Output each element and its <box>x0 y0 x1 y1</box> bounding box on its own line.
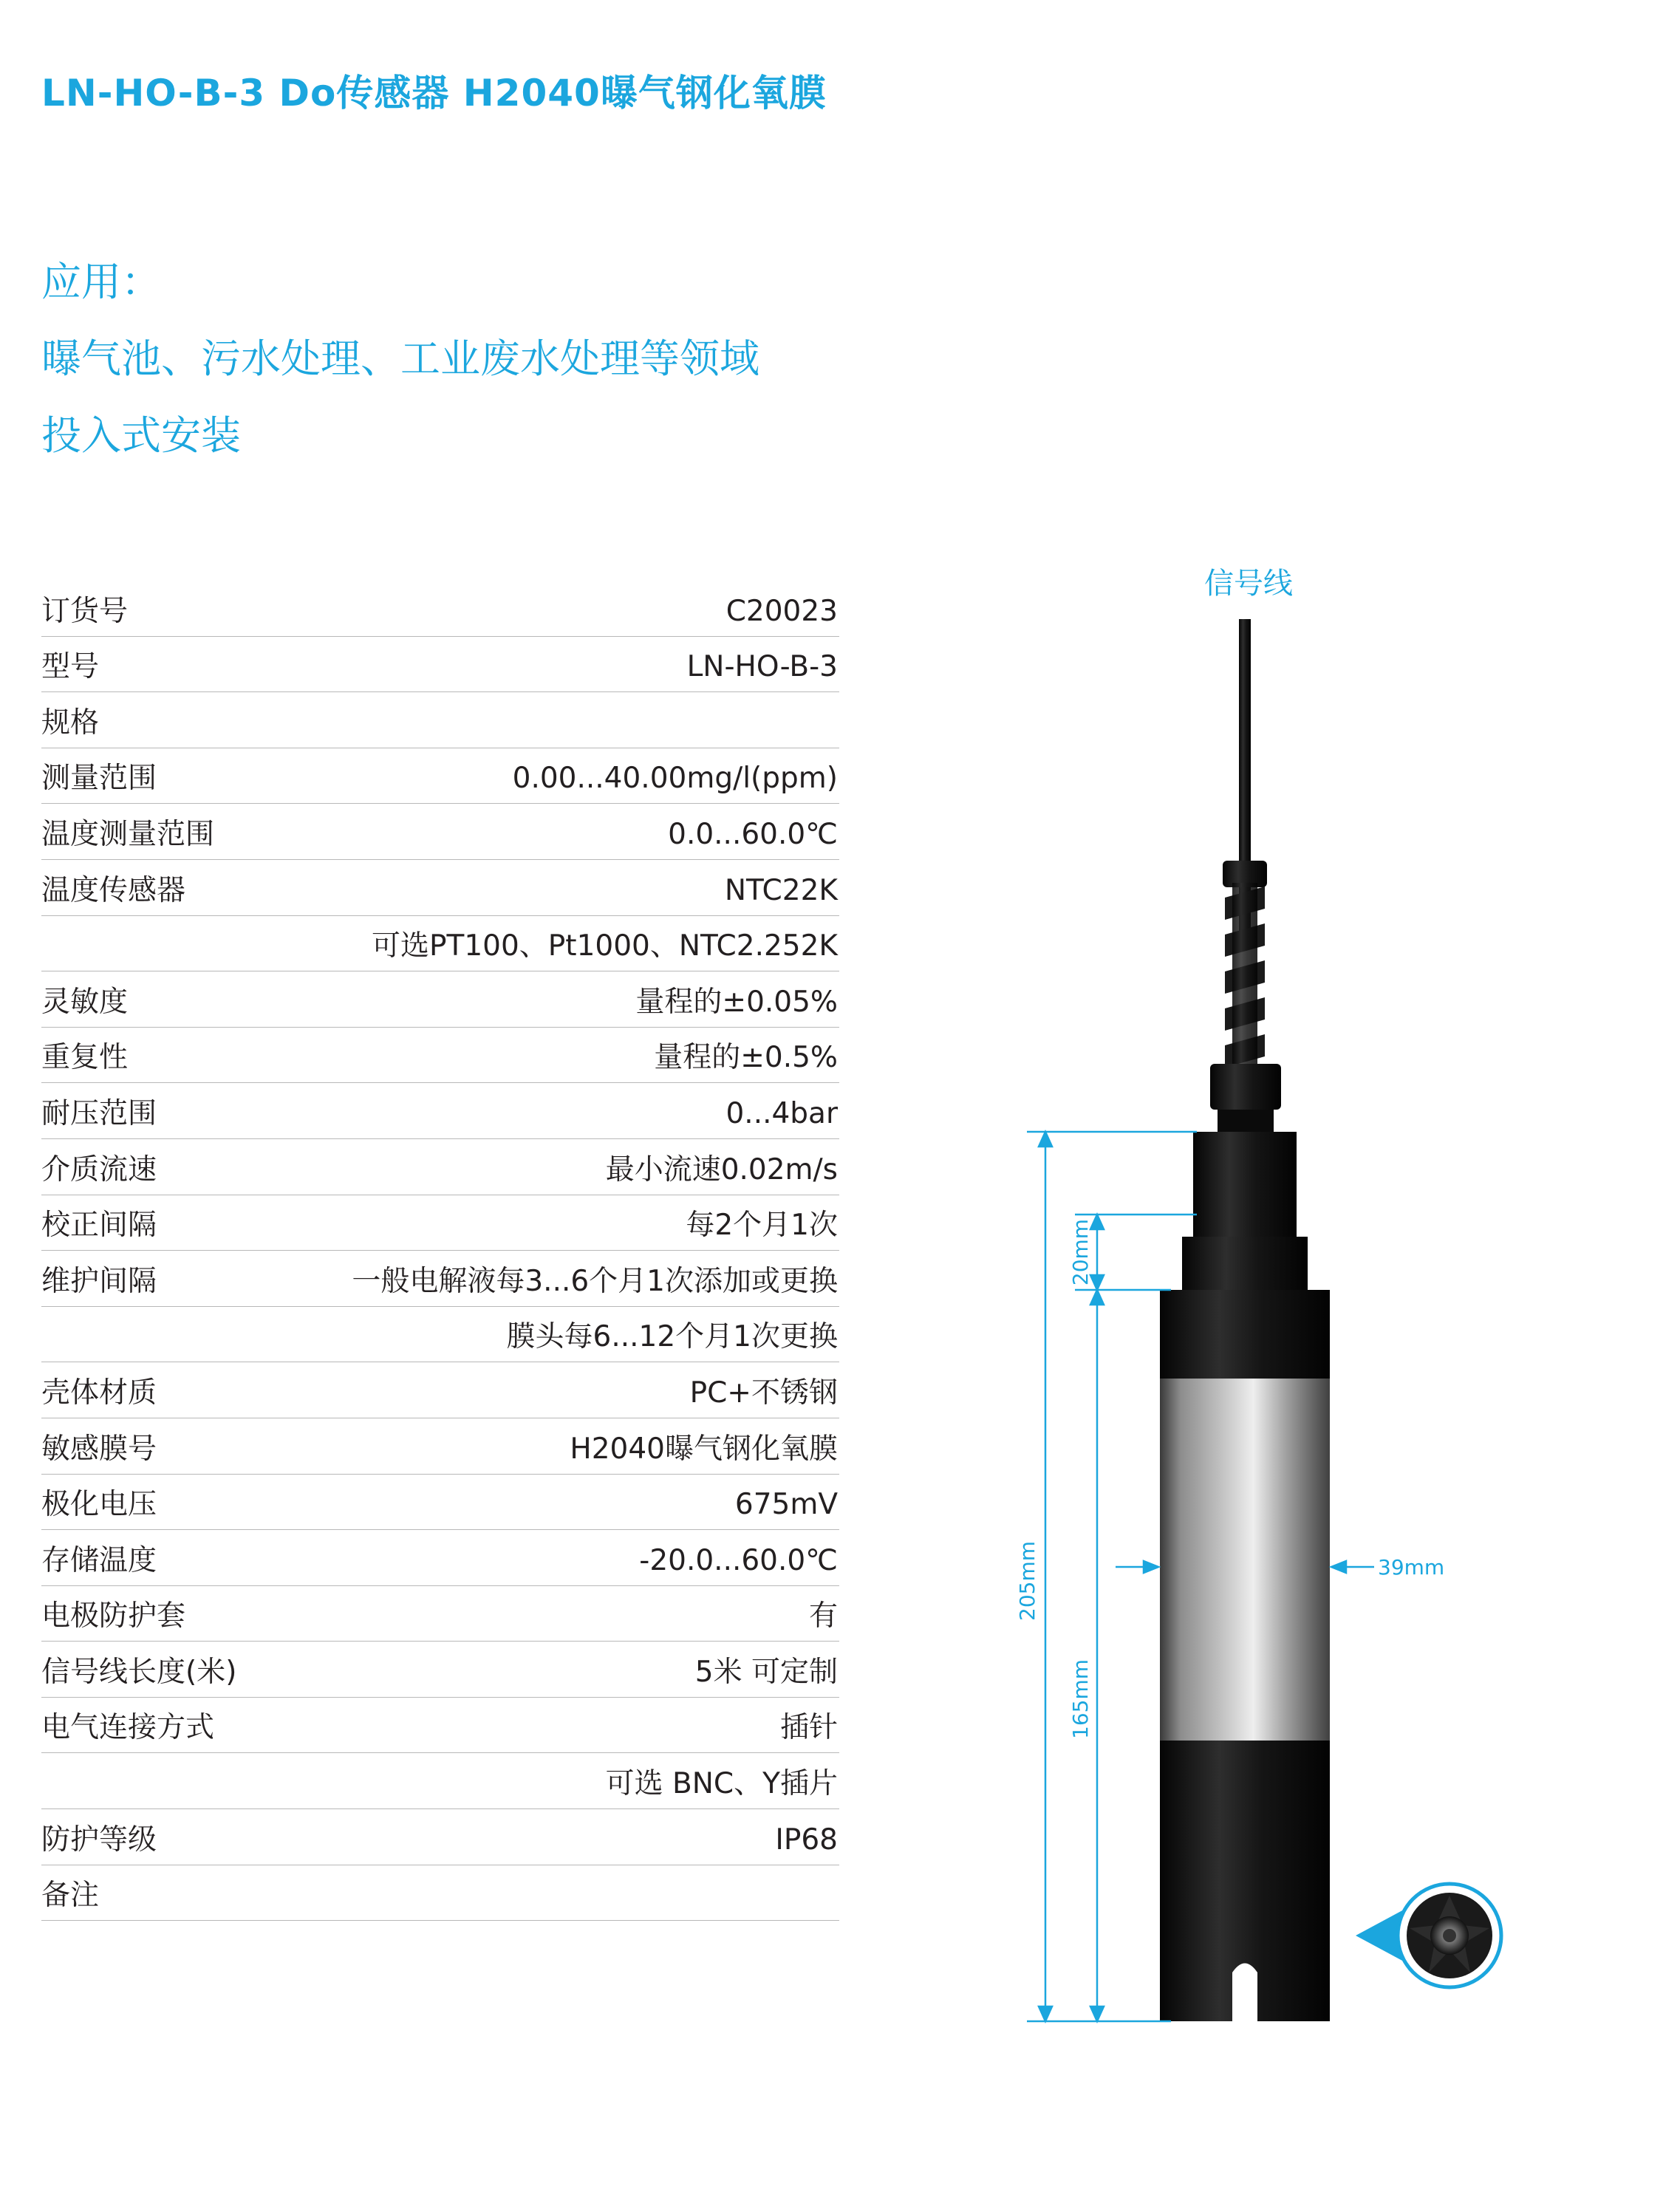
installation-type: 投入式安装 <box>41 412 241 459</box>
spec-label: 备注 <box>41 1879 100 1913</box>
spec-label: 重复性 <box>41 1041 129 1075</box>
spec-row <box>41 1530 839 1586</box>
spec-value: 0.00...40.00mg/l(ppm) <box>512 762 838 796</box>
spec-row <box>41 692 839 748</box>
spec-row <box>41 1251 839 1307</box>
spec-value: 膜头每6...12个月1次更换 <box>506 1320 838 1354</box>
dim-body-label: 165mm <box>1068 1659 1093 1739</box>
spec-label: 存储温度 <box>41 1543 157 1577</box>
spec-value: -20.0...60.0℃ <box>639 1543 838 1577</box>
spec-value: 每2个月1次 <box>686 1209 838 1243</box>
spec-row <box>41 1698 839 1754</box>
spec-row <box>41 1362 839 1418</box>
application-fields: 曝气池、污水处理、工业废水处理等领域 <box>41 335 759 382</box>
spec-value: 有 <box>808 1599 838 1633</box>
spec-label: 温度传感器 <box>41 873 186 907</box>
spec-value: 一般电解液每3...6个月1次添加或更换 <box>352 1264 838 1298</box>
signal-cable-label: 信号线 <box>1204 567 1293 601</box>
spec-label: 测量范围 <box>41 762 157 796</box>
spec-row <box>41 1418 839 1475</box>
spec-row <box>41 637 839 693</box>
spec-label: 规格 <box>41 706 100 740</box>
spec-value: LN-HO-B-3 <box>686 650 838 684</box>
spec-label: 温度测量范围 <box>41 817 215 851</box>
product-diagram <box>960 547 1551 2039</box>
spec-row <box>41 1307 839 1363</box>
spec-row <box>41 860 839 916</box>
spec-label: 电气连接方式 <box>41 1711 215 1745</box>
spec-row <box>41 1809 839 1865</box>
spec-label: 灵敏度 <box>41 985 129 1019</box>
gland-nut <box>1210 1064 1281 1132</box>
sensor-body <box>1160 1290 1330 2021</box>
spec-label: 耐压范围 <box>41 1096 157 1130</box>
spec-label: 介质流速 <box>41 1152 157 1186</box>
spec-value: C20023 <box>725 594 838 628</box>
spec-label: 防护等级 <box>41 1823 157 1857</box>
spec-label: 信号线长度(米) <box>41 1655 237 1689</box>
spec-row <box>41 1586 839 1642</box>
spec-row <box>41 1865 839 1922</box>
spec-value: 量程的±0.5% <box>654 1041 838 1075</box>
spec-value: 可选PT100、Pt1000、NTC2.252K <box>371 929 838 963</box>
spec-label: 敏感膜号 <box>41 1432 157 1466</box>
spec-value: IP68 <box>775 1823 838 1857</box>
spec-label: 电极防护套 <box>41 1599 186 1633</box>
spec-value: 插针 <box>779 1711 838 1745</box>
dim-total-label: 205mm <box>1015 1541 1039 1621</box>
spec-label: 极化电压 <box>41 1488 157 1522</box>
spec-label: 壳体材质 <box>41 1376 157 1410</box>
spec-value: 量程的±0.05% <box>635 985 838 1019</box>
spec-value: 最小流速0.02m/s <box>605 1152 838 1186</box>
dim-diameter-label: 39mm <box>1378 1555 1445 1579</box>
spec-label: 维护间隔 <box>41 1264 157 1298</box>
spec-value: 675mV <box>734 1488 838 1522</box>
spec-label: 型号 <box>41 650 100 684</box>
spec-row <box>41 1642 839 1698</box>
application-heading: 应用： <box>41 259 161 305</box>
spec-value: H2040曝气钢化氧膜 <box>570 1432 838 1466</box>
dim-thread-label: 20mm <box>1068 1218 1093 1286</box>
spec-label: 订货号 <box>41 594 129 628</box>
spec-row <box>41 1475 839 1531</box>
spec-row <box>41 1139 839 1195</box>
spec-value: 0.0...60.0℃ <box>668 817 838 851</box>
sensor-drawing <box>960 547 1551 2039</box>
spec-value: PC+不锈钢 <box>689 1376 838 1410</box>
spec-value: 0...4bar <box>725 1096 838 1130</box>
spec-label: 校正间隔 <box>41 1209 157 1243</box>
spec-row <box>41 916 839 972</box>
spec-row <box>41 1028 839 1084</box>
spec-row <box>41 748 839 805</box>
application-section <box>41 244 759 474</box>
page-title: LN-HO-B-3 Do传感器 H2040曝气钢化氧膜 <box>41 72 827 115</box>
spec-row <box>41 971 839 1028</box>
spec-value: 可选 BNC、Y插片 <box>605 1767 838 1801</box>
thread-section <box>1182 1132 1308 1290</box>
spec-row <box>41 1083 839 1139</box>
spec-row <box>41 804 839 860</box>
sensor-tip-inset <box>1356 1884 1501 1987</box>
spec-table <box>41 581 839 1921</box>
strain-relief <box>1223 861 1267 1075</box>
spec-row <box>41 581 839 637</box>
spec-value: NTC22K <box>724 873 838 907</box>
spec-value: 5米 可定制 <box>694 1655 838 1689</box>
spec-row <box>41 1195 839 1251</box>
spec-row <box>41 1753 839 1809</box>
